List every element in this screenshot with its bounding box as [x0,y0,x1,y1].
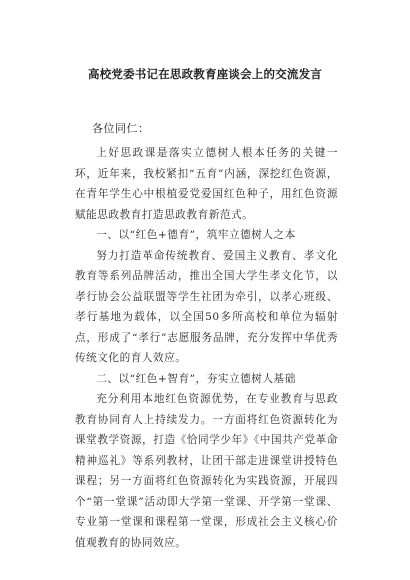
section-1-paragraph: 努力打造革命传统教育、爱国主义教育、孝文化教育等系列品牌活动，推出全国大学生孝文化节，以孝行协会公益联盟等学生社团为牵引，以孝心班级、孝行基地为载体，以全国50多所高校和单位为辐射点，形成了“孝行”志愿服务品牌，充分发挥中华优秀传统文化的育人效应。 [75,249,338,364]
section-heading-2: 二、以“红色+智育”，夯实立德树人基础 [96,372,296,385]
section-heading-1: 一、以“红色+德育”，筑牢立德树人之本 [96,229,296,241]
salutation: 各位同仁： [92,122,150,135]
section-2-paragraph: 充分利用本地红色资源优势，在专业教育与思政教育协同育人上持续发力。一方面将红色资源转化为课堂教学资源，打造《恰同学少年》《中国共产党革命精神巡礼》等系列教材，让团干部走进课堂讲授特色课程；另一方面将红色资源转化为实践资源，开展四个“第一堂课”活动即大学第一堂课、开学第一堂课、专业第一堂课和课程第一堂课，形成社会主义核心价值观教育的协同效应。 [75,393,338,549]
intro-paragraph: 上好思政课是落实立德树人根本任务的关键一环，近年来，我校紧扣“五育”内涵，深挖红色资源，在青年学生心中根植爱党爱国红色种子，用红色资源赋能思政教育打造思政教育新范式。 [75,147,338,221]
document-body [75,143,338,553]
document-title: 高校党委书记在思政教育座谈会上的交流发言 [88,67,322,81]
